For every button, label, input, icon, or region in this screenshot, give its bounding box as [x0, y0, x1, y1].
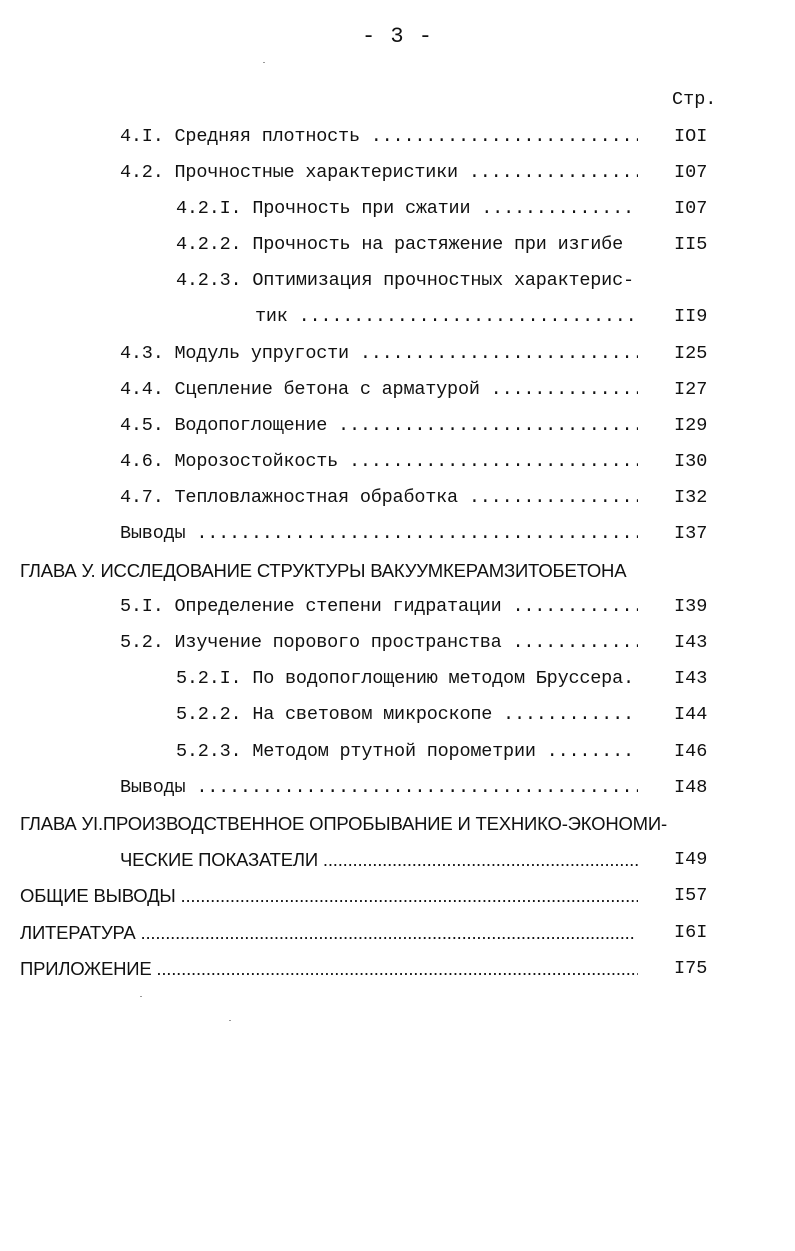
scan-speck	[229, 1020, 231, 1021]
toc-entry-page: I46	[674, 741, 708, 762]
toc-entry-page: I27	[674, 379, 708, 400]
toc-entry-title: 5.I. Определение степени гидратации .....	[120, 596, 638, 617]
toc-entry-page: I75	[674, 958, 708, 979]
toc-entry	[0, 415, 795, 441]
toc-entry	[0, 777, 795, 803]
toc-entry	[0, 451, 795, 477]
toc-entry	[0, 523, 795, 549]
toc-entry-title: 4.7. Тепловлажностная обработка .....	[120, 487, 638, 508]
toc-entry	[0, 632, 795, 658]
toc-entry-title: ГЛАВА У. ИССЛЕДОВАНИЕ СТРУКТУРЫ ВАКУУМКЕРАМЗИТОБЕТОНА	[20, 560, 627, 581]
scan-speck	[140, 996, 142, 997]
toc-entry-page: I30	[674, 451, 708, 472]
toc-entry	[0, 704, 795, 730]
toc-entry-title: 4.2.2. Прочность на растяжение при изгибе	[176, 234, 623, 255]
toc-entry-page: II9	[674, 306, 708, 327]
toc-entry-title: 4.I. Средняя плотность .....	[120, 126, 638, 147]
page-column-header: Стр.	[672, 89, 717, 110]
toc-entry	[0, 958, 795, 984]
toc-entry	[0, 668, 795, 694]
toc-entry-page: I48	[674, 777, 708, 798]
toc-entry-title: 4.5. Водопоглощение .....	[120, 415, 638, 436]
toc-entry-title: ГЛАВА УI.ПРОИЗВОДСТВЕННОЕ ОПРОБЫВАНИЕ И ТЕХНИКО-ЭКОНОМИ-	[20, 813, 667, 834]
toc-entry-page: I07	[674, 198, 708, 219]
toc-entry-title: ОБЩИЕ ВЫВОДЫ .....	[20, 885, 638, 907]
toc-entry-title: ЧЕСКИЕ ПОКАЗАТЕЛИ .....	[120, 849, 638, 871]
toc-entry-page: I32	[674, 487, 708, 508]
page-number: - 3 -	[361, 24, 433, 49]
toc-entry-page: I39	[674, 596, 708, 617]
toc-entry-page: IOI	[674, 126, 708, 147]
toc-entry-page: I07	[674, 162, 708, 183]
toc-entry-title: тик .....	[255, 306, 638, 327]
toc-entry-page: I49	[674, 849, 708, 870]
toc-entry-title: 4.3. Модуль упругости .....	[120, 343, 638, 364]
toc-entry	[0, 343, 795, 369]
toc-entry	[0, 126, 795, 152]
toc-entry-page: II5	[674, 234, 708, 255]
toc-entry-title: 5.2.2. На световом микроскопе .....	[176, 704, 638, 725]
toc-entry-page: I43	[674, 632, 708, 653]
toc-entry-title: Выводы .....	[120, 523, 638, 544]
toc-entry	[0, 270, 795, 296]
toc-entry	[0, 162, 795, 188]
toc-entry-title: 4.2. Прочностные характеристики .....	[120, 162, 638, 183]
toc-entry-title: 5.2.3. Методом ртутной порометрии .....	[176, 741, 638, 762]
toc-entry-continuation	[0, 306, 795, 332]
toc-entry	[0, 596, 795, 622]
toc-chapter-heading	[0, 813, 795, 839]
toc-entry-title: 4.4. Сцепление бетона с арматурой .....	[120, 379, 638, 400]
toc-entry-title: Выводы .....	[120, 777, 638, 798]
toc-entry-page: I44	[674, 704, 708, 725]
toc-entry-page: I6I	[674, 922, 708, 943]
toc-entry	[0, 885, 795, 911]
toc-entry	[0, 379, 795, 405]
toc-entry-title: 5.2. Изучение порового пространства .....	[120, 632, 638, 653]
toc-entry-page: I25	[674, 343, 708, 364]
toc-entry-continuation	[0, 849, 795, 875]
toc-entry-title: 4.2.3. Оптимизация прочностных характерис-	[176, 270, 634, 291]
toc-entry-page: I57	[674, 885, 708, 906]
toc-chapter-heading	[0, 560, 795, 586]
toc-entry	[0, 487, 795, 513]
toc-entry-title: 4.6. Морозостойкость .....	[120, 451, 638, 472]
toc-entry	[0, 234, 795, 260]
scan-speck	[263, 62, 265, 63]
toc-entry	[0, 741, 795, 767]
toc-entry-page: I43	[674, 668, 708, 689]
toc-entry-title: ЛИТЕРАТУРА .....	[20, 922, 638, 944]
toc-entry	[0, 922, 795, 948]
toc-entry-title: ПРИЛОЖЕНИЕ .....	[20, 958, 638, 980]
toc-entry-title: 5.2.I. По водопоглощению методом Бруссера.	[176, 668, 634, 689]
toc-entry-title: 4.2.I. Прочность при сжатии .....	[176, 198, 638, 219]
toc-entry	[0, 198, 795, 224]
toc-entry-page: I29	[674, 415, 708, 436]
toc-entry-page: I37	[674, 523, 708, 544]
